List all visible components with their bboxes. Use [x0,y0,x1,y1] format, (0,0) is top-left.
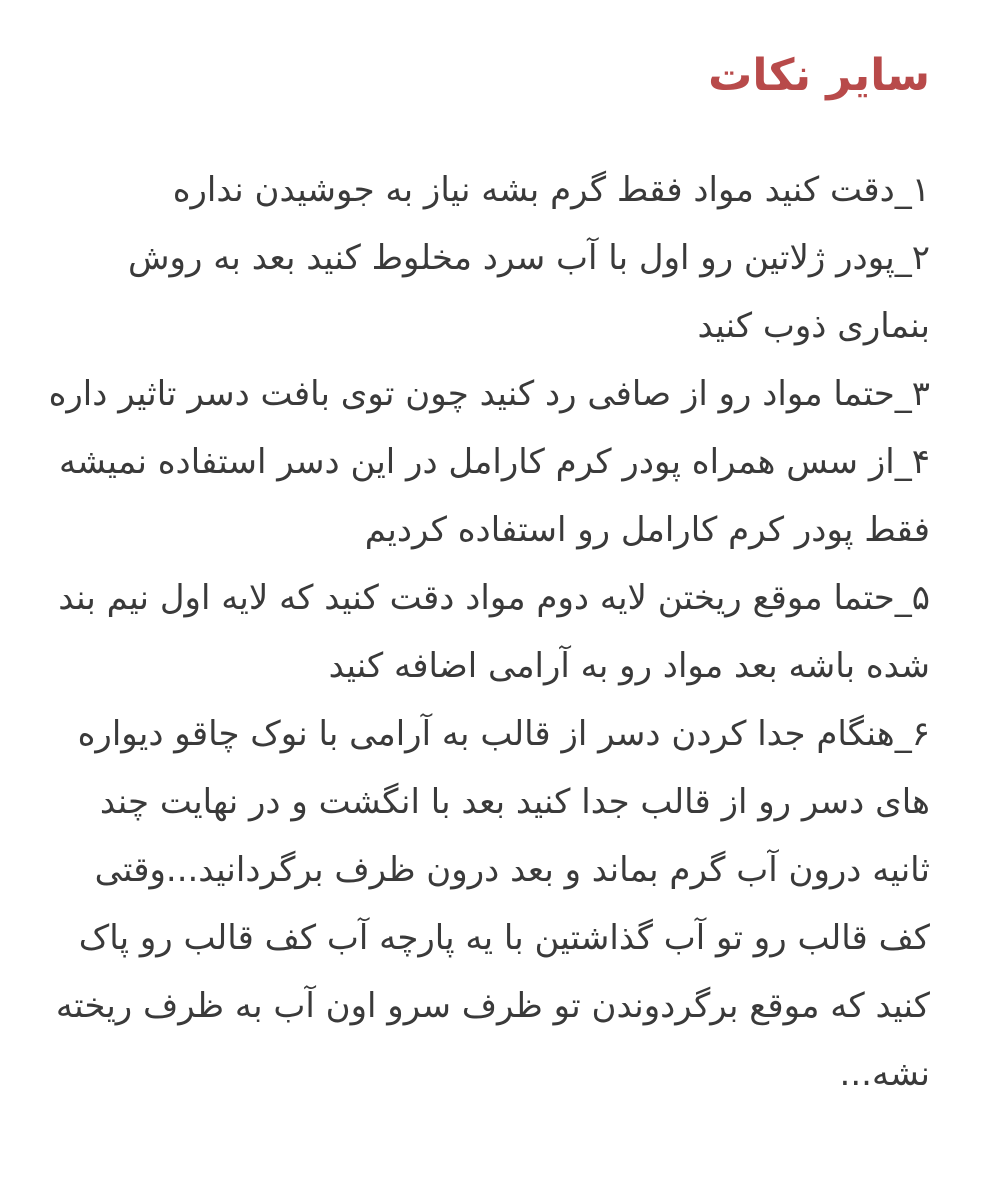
article-section [42,40,930,1108]
tip-item-2: ۲_پودر ژلاتین رو اول با آب سرد مخلوط کنید بعد به روش بنماری ذوب کنید [128,238,930,346]
tip-item-6: ۶_هنگام جدا کردن دسر از قالب به آرامی با نوک چاقو دیواره های دسر رو از قالب جدا کنید بعد با انگشت و در نهایت چند ثانیه درون آب گرم بماند و بعد درون ظرف برگردانید...وقتی کف قالب رو تو آب گذاشتین با یه پارچه آب کف قالب رو پاک کنید که موقع برگردوندن تو ظرف سرو اون آب به ظرف ریخته نشه... [55,714,930,1094]
tip-item-3: ۳_حتما مواد رو از صافی رد کنید چون توی بافت دسر تاثیر داره [48,374,930,414]
tip-item-1: ۱_دقت کنید مواد فقط گرم بشه نیاز به جوشیدن نداره [172,170,930,210]
section-title: سایر نکات [708,50,930,101]
tip-item-5: ۵_حتما موقع ریختن لایه دوم مواد دقت کنید که لایه اول نیم بند شده باشه بعد مواد رو به آرامی اضافه کنید [58,578,930,686]
tips-list [42,156,930,1108]
tip-item-4: ۴_از سس همراه پودر کرم کارامل در این دسر استفاده نمیشه فقط پودر کرم کارامل رو استفاده کردیم [59,442,930,550]
